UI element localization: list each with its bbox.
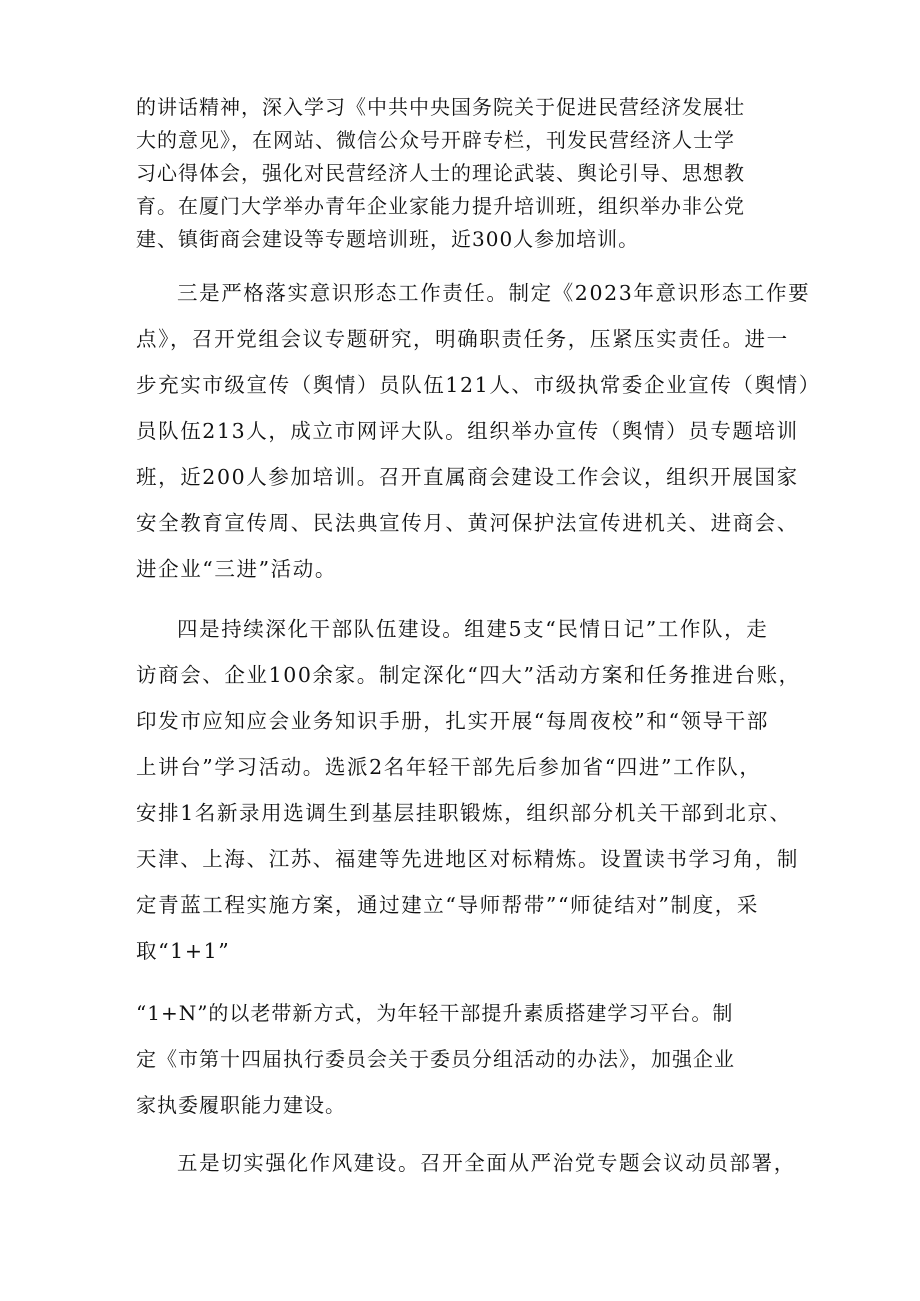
text-line: 员队伍213人，成立市网评大队。组织举办宣传（舆情）员专题培训 bbox=[136, 419, 799, 443]
text-line: 安全教育宣传周、民法典宣传月、黄河保护法宣传进机关、进商会、 bbox=[136, 511, 799, 535]
text-line: 进企业“三进”活动。 bbox=[136, 557, 337, 581]
text-line: 育。在厦门大学举办青年企业家能力提升培训班，组织举办非公党 bbox=[136, 194, 745, 218]
text-line: 习心得体会，强化对民营经济人士的理论武装、舆论引导、思想教 bbox=[136, 161, 745, 185]
text-line: 印发市应知应会业务知识手册，扎实开展“每周夜校”和“领导干部 bbox=[136, 709, 769, 733]
text-line: 上讲台”学习活动。选派2名年轻干部先后参加省“四进”工作队， bbox=[136, 755, 762, 779]
text-line: 取“1+1” bbox=[136, 939, 231, 963]
text-line: “1+N”的以老带新方式，为年轻干部提升素质搭建学习平台。制 bbox=[136, 1001, 734, 1025]
text-line: 点》，召开党组会议专题研究，明确职责任务，压紧压实责任。进一 bbox=[136, 327, 789, 351]
text-line: 班，近200人参加培训。召开直属商会建设工作会议，组织开展国家 bbox=[136, 465, 799, 489]
text-line: 三是严格落实意识形态工作责任。制定《2023年意识形态工作要 bbox=[177, 281, 811, 305]
text-line: 家执委履职能力建设。 bbox=[136, 1093, 346, 1117]
text-line: 定《市第十四届执行委员会关于委员分组活动的办法》，加强企业 bbox=[136, 1047, 735, 1071]
text-line: 建、镇街商会建设等专题培训班，近300人参加培训。 bbox=[136, 227, 640, 251]
text-line: 五是切实强化作风建设。召开全面从严治党专题会议动员部署， bbox=[177, 1151, 796, 1175]
text-line: 四是持续深化干部队伍建设。组建5支“民情日记”工作队，走 bbox=[177, 617, 769, 641]
text-line: 步充实市级宣传（舆情）员队伍121人、市级执常委企业宣传（舆情） bbox=[136, 373, 821, 397]
text-line: 的讲话精神，深入学习《中共中央国务院关于促进民营经济发展壮 bbox=[136, 95, 745, 119]
text-line: 天津、上海、江苏、福建等先进地区对标精炼。设置读书学习角，制 bbox=[136, 847, 799, 871]
text-line: 安排1名新录用选调生到基层挂职锻炼，组织部分机关干部到北京、 bbox=[136, 801, 792, 825]
text-line: 大的意见》，在网站、微信公众号开辟专栏，刊发民营经济人士学 bbox=[136, 128, 735, 152]
text-line: 访商会、企业100余家。制定深化“四大”活动方案和任务推进台账， bbox=[136, 663, 801, 687]
text-line: 定青蓝工程实施方案，通过建立“导师帮带”“师徒结对”制度，采 bbox=[136, 893, 759, 917]
